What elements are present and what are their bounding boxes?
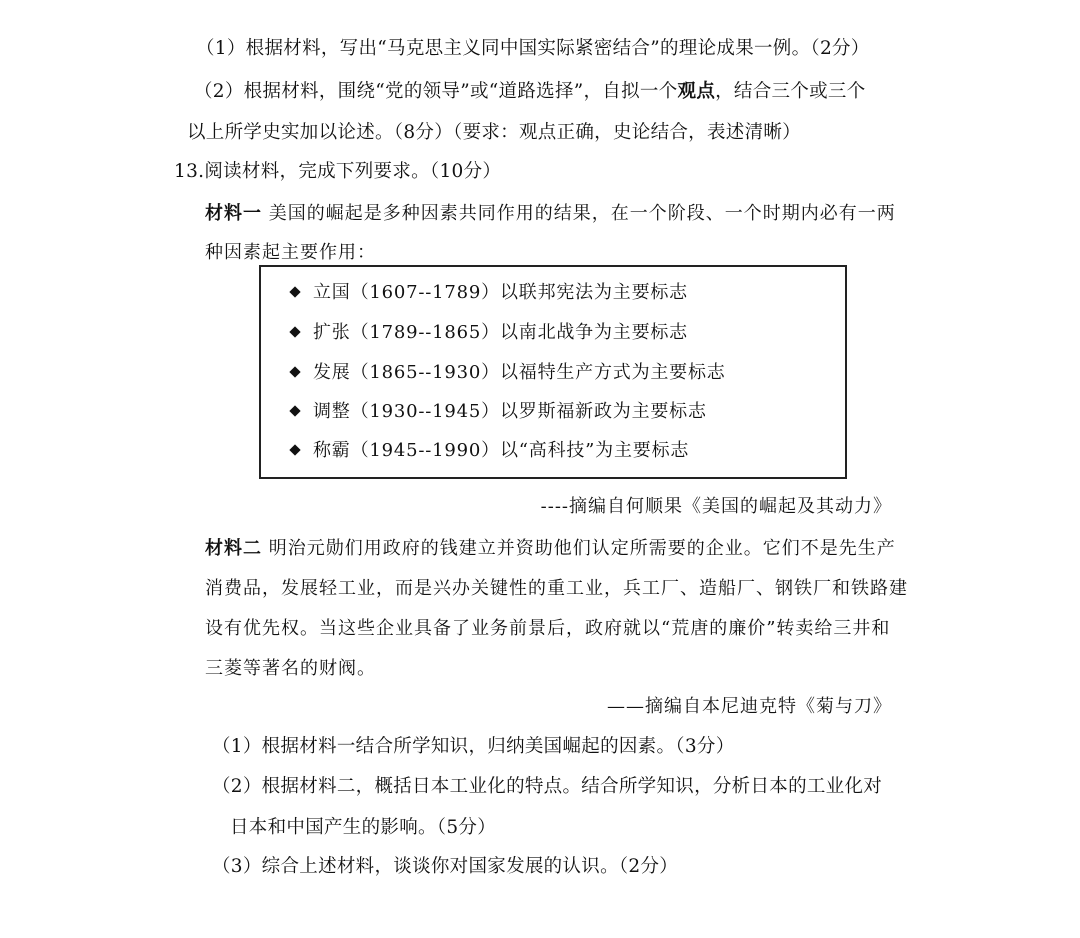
material-2-label: 材料二 [205, 538, 262, 559]
diamond-bullet-icon [289, 326, 300, 337]
material-2-line1 [205, 536, 896, 562]
question-12-1: （1）根据材料，写出“马克思主义同中国实际紧密结合”的理论成果一例。（2分） [196, 38, 870, 59]
material-2-text: 明治元勋们用政府的钱建立并资助他们认定所需要的企业。它们不是先生产 [268, 538, 896, 559]
diamond-bullet-icon [289, 405, 300, 416]
material-1-label: 材料一 [205, 203, 262, 224]
material-2-line3: 设有优先权。当这些企业具备了业务前景后，政府就以“荒唐的廉价”转卖给三井和 [205, 618, 891, 639]
box-item-text: 调整（1930--1945）以罗斯福新政为主要标志 [313, 401, 707, 422]
box-item [291, 281, 688, 305]
material-1-line2: 种因素起主要作用： [205, 242, 376, 263]
material-2-line4: 三菱等著名的财阀。 [205, 658, 376, 679]
material-1-text: 美国的崛起是多种因素共同作用的结果，在一个阶段、一个时期内必有一两 [268, 203, 896, 224]
box-item [291, 439, 689, 463]
question-12-2-line1 [194, 79, 866, 105]
question-12-2-text-a: （2）根据材料，围绕“党的领导”或“道路选择”，自拟一个 [194, 81, 678, 102]
box-item-text: 扩张（1789--1865）以南北战争为主要标志 [313, 322, 688, 343]
box-item [291, 400, 707, 424]
question-13-3: （3）综合上述材料，谈谈你对国家发展的认识。（2分） [212, 856, 679, 877]
question-13-2-line1: （2）根据材料二，概括日本工业化的特点。结合所学知识，分析日本的工业化对 [212, 776, 883, 797]
diamond-bullet-icon [289, 286, 300, 297]
question-13-2-line2: 日本和中国产生的影响。（5分） [230, 817, 497, 838]
question-13-1: （1）根据材料一结合所学知识，归纳美国崛起的因素。（3分） [212, 736, 735, 757]
box-item [291, 361, 726, 385]
box-item-text: 发展（1865--1930）以福特生产方式为主要标志 [313, 362, 726, 383]
question-12-2-keyword: 观点 [677, 81, 716, 102]
question-13-title: 13.阅读材料，完成下列要求。（10分） [174, 161, 502, 182]
material-1-line1 [205, 201, 896, 227]
material-1-box [259, 265, 847, 479]
question-12-2-line2: 以上所学史实加以论述。（8分）（要求：观点正确，史论结合，表述清晰） [187, 122, 801, 143]
material-2-source: ——摘编自本尼迪克特《菊与刀》 [607, 696, 892, 717]
box-item-text: 立国（1607--1789）以联邦宪法为主要标志 [313, 282, 688, 303]
box-item [291, 321, 688, 345]
diamond-bullet-icon [289, 366, 300, 377]
box-item-text: 称霸（1945--1990）以“高科技”为主要标志 [313, 440, 690, 461]
material-2-line2: 消费品，发展轻工业，而是兴办关键性的重工业，兵工厂、造船厂、钢铁厂和铁路建 [205, 578, 908, 599]
question-12-2-text-b: ，结合三个或三个 [715, 81, 866, 102]
material-1-source: ----摘编自何顺果《美国的崛起及其动力》 [540, 496, 892, 517]
diamond-bullet-icon [289, 444, 300, 455]
